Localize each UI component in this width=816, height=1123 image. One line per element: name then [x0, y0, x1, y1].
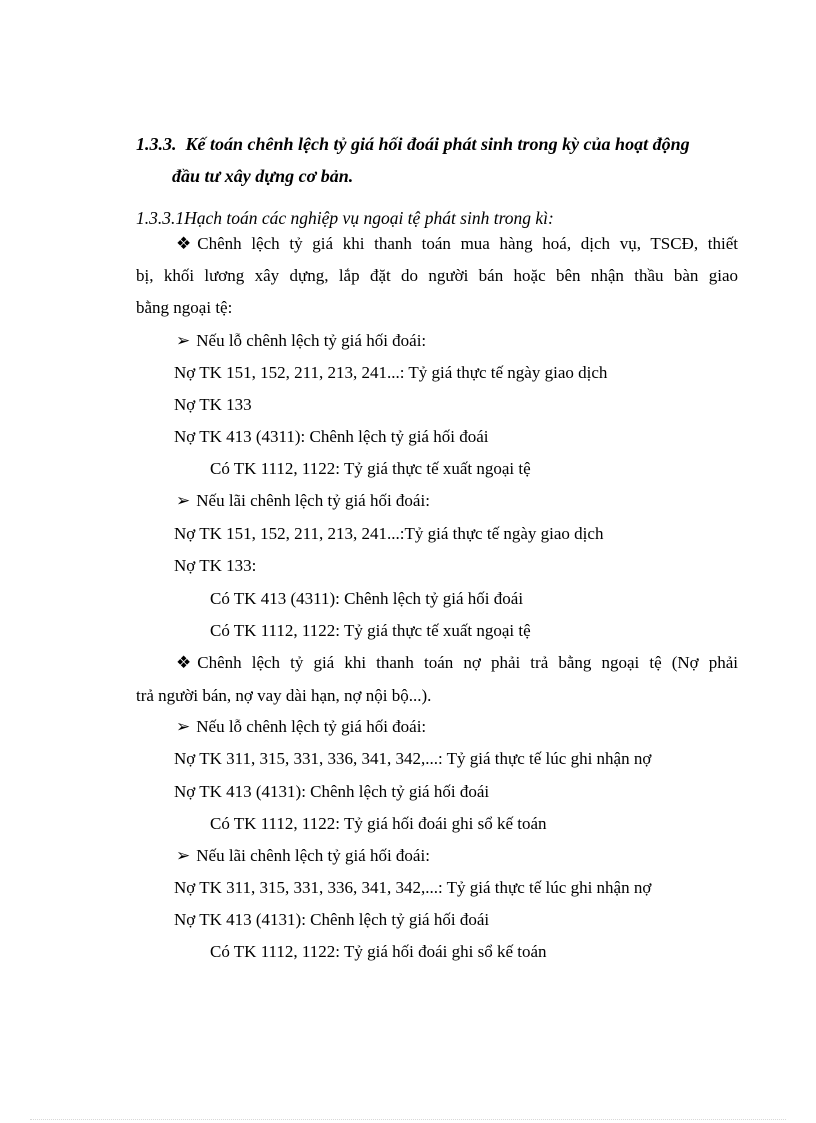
entry-line: Có TK 1112, 1122: Tỷ giá hối đoái ghi sổ kế toán — [210, 814, 547, 833]
case-loss-title-1: ➢ Nếu lỗ chênh lệch tỷ giá hối đoái: — [176, 331, 427, 350]
arrow-bullet-icon: ➢ — [176, 331, 191, 350]
section-heading-line1: Kế toán chênh lệch tỷ giá hối đoái phát sinh trong kỳ của hoạt động — [185, 134, 690, 154]
entry-line: Nợ TK 133 — [174, 395, 252, 414]
paragraph-1-line-2: bị, khối lương xây dựng, lắp đặt do người bán hoặc bên nhận thầu bàn giao — [136, 266, 738, 285]
entry-line: Nợ TK 151, 152, 211, 213, 241...:Tỷ giá thực tế ngày giao dịch — [174, 524, 604, 543]
entry-line: Nợ TK 151, 152, 211, 213, 241...: Tỷ giá thực tế ngày giao dịch — [174, 363, 608, 382]
section-heading-line2: đầu tư xây dựng cơ bản. — [172, 166, 354, 186]
paragraph-1-line-1: ❖ Chênh lệch tỷ giá khi thanh toán mua hàng hoá, dịch vụ, TSCĐ, thiết — [176, 234, 738, 253]
entry-line: Nợ TK 311, 315, 331, 336, 341, 342,...: Tỷ giá thực tế lúc ghi nhận nợ — [174, 749, 652, 768]
diamond-bullet-icon: ❖ — [176, 234, 192, 253]
case-loss-title-2: ➢ Nếu lỗ chênh lệch tỷ giá hối đoái: — [176, 717, 427, 736]
entry-line: Nợ TK 413 (4131): Chênh lệch tỷ giá hối đoái — [174, 782, 490, 801]
subsection-heading: 1.3.3.1Hạch toán các nghiệp vụ ngoại tệ phát sinh trong kì: — [136, 208, 554, 228]
section-number: 1.3.3. — [136, 134, 177, 154]
arrow-bullet-icon: ➢ — [176, 491, 191, 510]
arrow-bullet-icon: ➢ — [176, 846, 191, 865]
arrow-bullet-icon: ➢ — [176, 717, 191, 736]
entry-line: Nợ TK 413 (4131): Chênh lệch tỷ giá hối đoái — [174, 910, 490, 929]
paragraph-1-line-3: bằng ngoại tệ: — [136, 298, 233, 317]
entry-line: Nợ TK 133: — [174, 556, 257, 575]
paragraph-2-line-1: ❖ Chênh lệch tỷ giá khi thanh toán nợ phải trả bằng ngoại tệ (Nợ phải — [176, 653, 738, 672]
page-bottom-divider — [30, 1119, 786, 1120]
paragraph-2-line-2: trả người bán, nợ vay dài hạn, nợ nội bộ...). — [136, 686, 432, 705]
case-gain-title-2: ➢ Nếu lãi chênh lệch tỷ giá hối đoái: — [176, 846, 430, 865]
entry-line: Có TK 1112, 1122: Tỷ giá thực tế xuất ngoại tệ — [210, 459, 531, 478]
case-gain-title-1: ➢ Nếu lãi chênh lệch tỷ giá hối đoái: — [176, 491, 430, 510]
entry-line: Nợ TK 311, 315, 331, 336, 341, 342,...: Tỷ giá thực tế lúc ghi nhận nợ — [174, 878, 652, 897]
diamond-bullet-icon: ❖ — [176, 653, 192, 672]
entry-line: Có TK 1112, 1122: Tỷ giá hối đoái ghi sổ kế toán — [210, 942, 547, 961]
entry-line: Có TK 1112, 1122: Tỷ giá thực tế xuất ngoại tệ — [210, 621, 531, 640]
section-heading — [136, 134, 740, 154]
entry-line: Nợ TK 413 (4311): Chênh lệch tỷ giá hối đoái — [174, 427, 489, 446]
entry-line: Có TK 413 (4311): Chênh lệch tỷ giá hối đoái — [210, 589, 524, 608]
